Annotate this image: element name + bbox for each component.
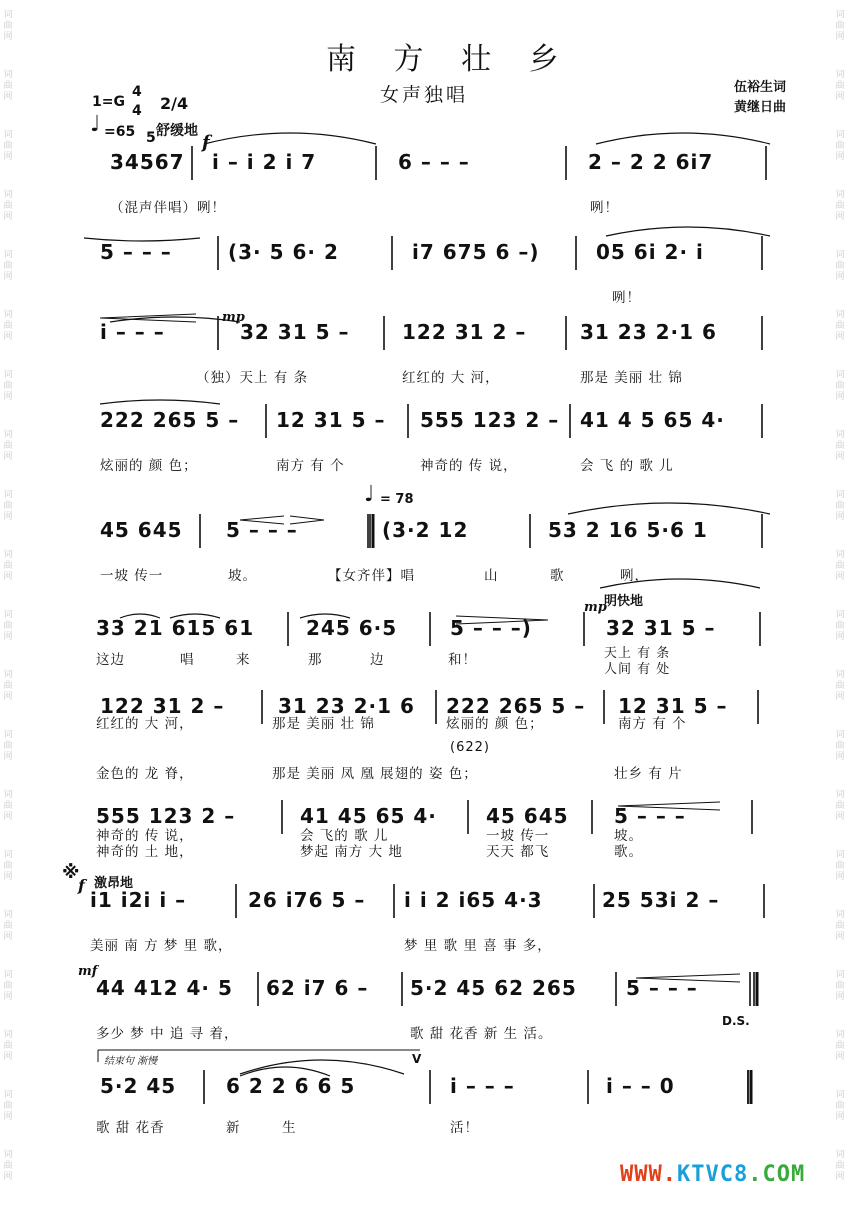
watermark-char: 网 — [3, 152, 13, 162]
watermark-char: 曲 — [3, 141, 13, 151]
slur — [600, 579, 760, 588]
slur — [300, 614, 350, 618]
watermark-char: 曲 — [3, 861, 13, 871]
slur — [204, 133, 376, 144]
lyric-text: （独）天上 有 条 — [196, 370, 309, 386]
measure-group: 12 31 5 – — [618, 694, 728, 718]
tempo-agitato: 激昂地 — [94, 876, 134, 891]
lyric-text: 山 — [484, 568, 499, 584]
watermark-char: 曲 — [3, 741, 13, 751]
watermark-char: 网 — [835, 692, 845, 702]
measure-group: 245 6·5 — [306, 616, 398, 640]
measure-group: 32 31 5 – — [606, 616, 716, 640]
lyric-text: 神奇的 传 说， — [96, 828, 194, 844]
watermark-char: 曲 — [835, 1041, 845, 1051]
watermark-char: 曲 — [3, 981, 13, 991]
dynamic-mp-2: mp — [584, 600, 607, 615]
decrescendo-hairpin — [456, 616, 548, 624]
watermark-char: 网 — [3, 392, 13, 402]
watermark-char: 词 — [835, 70, 845, 80]
watermark-char: 曲 — [835, 981, 845, 991]
measure-group: i7 675 6 –) — [412, 240, 540, 264]
lyric-text: 那是 美丽 壮 锦 — [272, 716, 375, 732]
lyric-text-verse2: 歌。 — [614, 844, 643, 860]
watermark-char: 网 — [3, 632, 13, 642]
lyric-text: 炫丽的 颜 色； — [100, 458, 198, 474]
watermark-char: 词 — [3, 610, 13, 620]
watermark-char: 网 — [3, 32, 13, 42]
lyric-text: 一坡 传一 — [100, 568, 164, 584]
watermark-char: 曲 — [835, 81, 845, 91]
measure-group: 5 – – –) — [450, 616, 532, 640]
measure-group: 122 31 2 – — [100, 694, 225, 718]
watermark-char: 曲 — [3, 321, 13, 331]
lyric-text: 咧， — [620, 568, 649, 584]
watermark-char: 词 — [3, 970, 13, 980]
watermark-char: 词 — [3, 310, 13, 320]
measure-group: 05 6i 2· i — [596, 240, 704, 264]
lyric-text: 新 — [226, 1120, 241, 1136]
watermark-char: 网 — [835, 1172, 845, 1182]
lyric-text: 多少 梦 中 追 寻 着， — [96, 1026, 239, 1042]
lyric-text-alt: 人间 有 处 — [604, 662, 671, 677]
watermark-char: 词 — [3, 370, 13, 380]
watermark-char: 词 — [3, 430, 13, 440]
watermark-char: 网 — [835, 1112, 845, 1122]
watermark-char: 词 — [3, 730, 13, 740]
segno-icon: ※ — [62, 862, 80, 883]
watermark-char: 词 — [835, 370, 845, 380]
composer-credit: 黄继日曲 — [734, 100, 787, 115]
lyric-text: 神奇的 传 说， — [420, 458, 518, 474]
measure-group: (3· 5 6· 2 — [228, 240, 339, 264]
watermark-char: 网 — [835, 932, 845, 942]
watermark-char: 曲 — [835, 561, 845, 571]
watermark-char: 网 — [3, 512, 13, 522]
slur — [100, 400, 220, 404]
song-subtitle: 女声独唱 — [380, 84, 469, 106]
measure-group: 31 23 2·1 6 — [580, 320, 717, 344]
lyric-text: 和！ — [448, 652, 477, 668]
measure-group: 25 53i 2 – — [602, 888, 720, 912]
measure-group: 45 645 — [100, 518, 183, 542]
coda-note: 结束句 渐慢 — [104, 1056, 158, 1067]
measure-group: 62 i7 6 – — [266, 976, 369, 1000]
measure-group: 222 265 5 – — [446, 694, 586, 718]
slur — [606, 227, 770, 236]
time-signature-denominator: 4 — [132, 103, 142, 119]
tempo-extra: 5 — [146, 130, 156, 146]
measure-group: 32 31 5 – — [240, 320, 350, 344]
watermark-char: 曲 — [3, 801, 13, 811]
measure-group: i1 i2i i – — [90, 888, 187, 912]
lyric-text: 那 — [308, 652, 323, 668]
watermark-char: 网 — [3, 212, 13, 222]
watermark-char: 词 — [3, 190, 13, 200]
watermark-char: 词 — [835, 1150, 845, 1160]
measure-group: i – – – — [100, 320, 165, 344]
watermark-char: 词 — [835, 250, 845, 260]
watermark-char: 词 — [3, 850, 13, 860]
watermark-char: 词 — [3, 1090, 13, 1100]
watermark-char: 网 — [835, 152, 845, 162]
watermark-char: 曲 — [3, 1161, 13, 1171]
lyric-text: 咧！ — [590, 200, 619, 216]
lyric-text: 会 飞 的 歌 儿 — [580, 458, 674, 474]
measure-group: 12 31 5 – — [276, 408, 386, 432]
measure-group: 5·2 45 62 265 — [410, 976, 577, 1000]
watermark-char: 网 — [835, 872, 845, 882]
lyric-text: 这边 — [96, 652, 125, 668]
watermark-char: 网 — [3, 92, 13, 102]
watermark-char: 词 — [3, 910, 13, 920]
watermark-char: 网 — [835, 212, 845, 222]
tempo-78: = 78 — [380, 492, 414, 507]
alt-note-622: (622) — [450, 740, 490, 755]
watermark-char: 曲 — [835, 321, 845, 331]
watermark-char: 网 — [3, 1052, 13, 1062]
watermark-char: 网 — [835, 992, 845, 1002]
watermark-char: 网 — [835, 32, 845, 42]
song-title: 南 方 壮 乡 — [326, 42, 573, 77]
lyric-text: 会 飞的 歌 儿 — [300, 828, 389, 844]
measure-group: 41 45 65 4· — [300, 804, 437, 828]
watermark-char: 网 — [3, 572, 13, 582]
dynamic-mf: mf — [78, 964, 98, 979]
lyric-text: 边 — [370, 652, 385, 668]
watermark-char: 曲 — [835, 861, 845, 871]
watermark-char: 词 — [835, 1030, 845, 1040]
site-logo-www: WWW. — [620, 1162, 677, 1187]
lyric-text-verse2: 壮乡 有 片 — [614, 766, 683, 782]
watermark-char: 词 — [835, 850, 845, 860]
watermark-char: 词 — [3, 1030, 13, 1040]
watermark-char: 词 — [3, 1150, 13, 1160]
watermark-char: 曲 — [835, 921, 845, 931]
measure-group: i – – 0 — [606, 1074, 675, 1098]
watermark-char: 曲 — [3, 441, 13, 451]
watermark-char: 曲 — [3, 1101, 13, 1111]
watermark-char: 曲 — [835, 381, 845, 391]
watermark-char: 词 — [835, 490, 845, 500]
watermark-char: 词 — [835, 550, 845, 560]
lyric-text: 活！ — [450, 1120, 479, 1136]
lyric-text-verse2: 那是 美丽 凤 凰 展翅的 姿 色； — [272, 766, 478, 782]
watermark-char: 网 — [835, 752, 845, 762]
watermark-char: 曲 — [3, 1041, 13, 1051]
dynamic-f-2: f — [78, 876, 85, 895]
lyric-text-alt: 天上 有 条 — [604, 646, 671, 661]
lyric-text: 梦 里 歌 里 喜 事 多， — [404, 938, 552, 954]
watermark-char: 网 — [835, 512, 845, 522]
watermark-char: 曲 — [835, 621, 845, 631]
watermark-char: 网 — [3, 332, 13, 342]
measure-group: 5 – – – — [626, 976, 698, 1000]
time-signature-alt: 2/4 — [160, 94, 189, 113]
measure-group: 31 23 2·1 6 — [278, 694, 415, 718]
crescendo-hairpin — [240, 516, 284, 524]
crescendo-hairpin — [636, 974, 740, 982]
measure-group: 122 31 2 – — [402, 320, 527, 344]
watermark-char: 曲 — [3, 681, 13, 691]
time-signature-numerator: 4 — [132, 84, 142, 100]
lyric-text: 那是 美丽 壮 锦 — [580, 370, 683, 386]
measure-group: i i 2 i65 4·3 — [404, 888, 543, 912]
watermark-char: 曲 — [835, 141, 845, 151]
watermark-char: 曲 — [835, 681, 845, 691]
key-signature: 1=G — [92, 94, 125, 110]
site-logo-com: .COM — [748, 1162, 806, 1187]
lyric-text: 南方 有 个 — [276, 458, 345, 474]
lyric-text: 唱 — [180, 652, 195, 668]
lyric-text: 南方 有 个 — [618, 716, 687, 732]
watermark-char: 曲 — [3, 201, 13, 211]
measure-group: 26 i76 5 – — [248, 888, 366, 912]
measure-group: 6 2 2 6 6 5 — [226, 1074, 356, 1098]
watermark-char: 网 — [3, 992, 13, 1002]
watermark-char: 网 — [835, 572, 845, 582]
measure-group: 34567 — [110, 150, 185, 174]
watermark-char: 曲 — [3, 561, 13, 571]
watermark-char: 词 — [835, 790, 845, 800]
watermark-char: 曲 — [3, 501, 13, 511]
lyric-text: 美丽 南 方 梦 里 歌， — [90, 938, 233, 954]
watermark-char: 词 — [3, 550, 13, 560]
lyric-text-verse2: 梦起 南方 大 地 — [300, 844, 403, 860]
quarter-note-icon-2: ♩ — [364, 482, 375, 507]
measure-group: i – – – — [450, 1074, 515, 1098]
tempo-allegro: 明快地 — [604, 594, 644, 609]
watermark-char: 网 — [3, 872, 13, 882]
watermark-char: 词 — [3, 250, 13, 260]
measure-group: 555 123 2 – — [96, 804, 236, 828]
watermark-char: 词 — [835, 1090, 845, 1100]
watermark-char: 词 — [3, 670, 13, 680]
watermark-char: 网 — [3, 932, 13, 942]
lyric-text: 一坡 传一 — [486, 828, 550, 844]
watermark-char: 词 — [835, 10, 845, 20]
watermark-char: 网 — [3, 692, 13, 702]
crescendo-hairpin — [618, 802, 720, 810]
watermark-char: 曲 — [3, 381, 13, 391]
watermark-char: 网 — [3, 812, 13, 822]
lyric-text: 红红的 大 河， — [96, 716, 194, 732]
watermark-char: 网 — [3, 1112, 13, 1122]
measure-group: 41 4 5 65 4· — [580, 408, 725, 432]
watermark-char: 网 — [3, 272, 13, 282]
watermark-char: 曲 — [3, 921, 13, 931]
measure-group: 45 645 — [486, 804, 569, 828]
site-logo-ktvc8: KTVC8 — [676, 1162, 749, 1187]
lyric-text: 【女齐伴】唱 — [328, 568, 415, 584]
measure-group: 6 – – – — [398, 150, 470, 174]
lyric-text: 来 — [236, 652, 251, 668]
watermark-char: 曲 — [835, 201, 845, 211]
measure-group: 44 412 4· 5 — [96, 976, 233, 1000]
watermark-char: 曲 — [3, 81, 13, 91]
watermark-char: 曲 — [835, 1161, 845, 1171]
watermark-char: 曲 — [835, 501, 845, 511]
watermark-char: 曲 — [835, 261, 845, 271]
tempo-mark: =65 — [104, 124, 136, 140]
watermark-char: 词 — [3, 130, 13, 140]
watermark-char: 网 — [835, 332, 845, 342]
lyricist-credit: 伍裕生词 — [734, 80, 787, 95]
watermark-char: 词 — [3, 70, 13, 80]
slur — [240, 1060, 404, 1074]
watermark-char: 词 — [835, 430, 845, 440]
lyric-text: （混声伴唱）咧！ — [110, 200, 226, 216]
breath-mark: V — [412, 1052, 422, 1066]
watermark-char: 词 — [835, 310, 845, 320]
watermark-char: 曲 — [835, 1101, 845, 1111]
watermark-char: 网 — [3, 752, 13, 762]
tempo-text: 舒缓地 — [156, 123, 198, 139]
watermark-char: 网 — [835, 92, 845, 102]
measure-group: 5 – – – — [226, 518, 298, 542]
watermark-char: 词 — [835, 610, 845, 620]
watermark-char: 词 — [835, 970, 845, 980]
lyric-text: 歌 甜 花香 新 生 活。 — [410, 1026, 553, 1042]
watermark-char: 词 — [3, 10, 13, 20]
watermark-char: 网 — [835, 392, 845, 402]
quarter-note-icon: ♩ — [90, 112, 101, 137]
lyric-text: 生 — [282, 1120, 297, 1136]
lyric-text: 坡。 — [228, 568, 257, 584]
lyric-text-verse2: 神奇的 土 地， — [96, 844, 194, 860]
lyric-text: 炫丽的 颜 色； — [446, 716, 544, 732]
watermark-char: 词 — [835, 670, 845, 680]
watermark-char: 曲 — [3, 21, 13, 31]
watermark-char: 曲 — [835, 801, 845, 811]
measure-group: 5 – – – — [614, 804, 686, 828]
slur — [568, 503, 770, 514]
decrescendo-hairpin — [290, 516, 324, 524]
watermark-char: 词 — [835, 130, 845, 140]
slur — [596, 133, 770, 144]
measure-group: 33 21 615 61 — [96, 616, 255, 640]
slur — [84, 238, 200, 241]
lyric-text: 红红的 大 河， — [402, 370, 500, 386]
watermark-char: 网 — [835, 632, 845, 642]
watermark-char: 词 — [3, 790, 13, 800]
measure-group: 555 123 2 – — [420, 408, 560, 432]
watermark-char: 词 — [835, 910, 845, 920]
watermark-char: 网 — [3, 1172, 13, 1182]
lyric-text: 坡。 — [614, 828, 643, 844]
dynamic-mp-1: mp — [222, 310, 245, 325]
measure-group: 5 – – – — [100, 240, 172, 264]
watermark-char: 曲 — [3, 621, 13, 631]
lyric-text: 歌 甜 花香 — [96, 1120, 165, 1136]
watermark-char: 词 — [835, 730, 845, 740]
lyric-text-verse2: 金色的 龙 脊， — [96, 766, 194, 782]
slur — [170, 614, 220, 618]
watermark-char: 网 — [835, 272, 845, 282]
measure-group: (3·2 12 — [382, 518, 469, 542]
slur — [240, 1067, 330, 1076]
watermark-char: 网 — [835, 1052, 845, 1062]
measure-group: i – i 2 i 7 — [212, 150, 317, 174]
watermark-char: 词 — [3, 490, 13, 500]
watermark-char: 网 — [835, 452, 845, 462]
watermark-char: 网 — [835, 812, 845, 822]
slur — [120, 614, 160, 618]
dal-segno: D.S. — [722, 1014, 750, 1028]
measure-group: 5·2 45 — [100, 1074, 177, 1098]
watermark-char: 曲 — [835, 741, 845, 751]
measure-group: 53 2 16 5·6 1 — [548, 518, 708, 542]
watermark-char: 网 — [3, 452, 13, 462]
measure-group: 222 265 5 – — [100, 408, 240, 432]
watermark-char: 曲 — [835, 441, 845, 451]
lyric-text-verse2: 天天 都飞 — [486, 844, 550, 860]
watermark-char: 曲 — [3, 261, 13, 271]
watermark-char: 曲 — [835, 21, 845, 31]
lyric-text: 歌 — [550, 568, 565, 584]
measure-group: 2 – 2 2 6i7 — [588, 150, 714, 174]
lyric-text: 咧！ — [612, 290, 641, 306]
watermark-char: 词 — [835, 190, 845, 200]
dynamic-forte: f — [202, 132, 210, 153]
